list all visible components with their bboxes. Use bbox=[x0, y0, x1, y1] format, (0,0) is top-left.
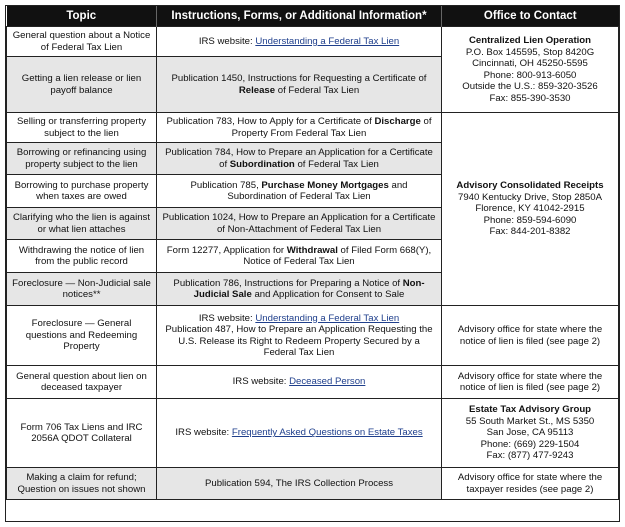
info-text: of Federal Tax Lien bbox=[294, 158, 379, 170]
estate-tax-faq-link[interactable]: Frequently Asked Questions on Estate Taxes bbox=[231, 427, 423, 439]
info-prefix: IRS website: bbox=[198, 312, 256, 324]
info-prefix: IRS website: bbox=[232, 376, 290, 388]
office-phone-line: Phone: 859-594-6090 bbox=[483, 214, 577, 226]
header-office: Office to Contact bbox=[442, 6, 619, 27]
info-bold: Withdrawal bbox=[286, 244, 338, 256]
info-bold: Discharge bbox=[374, 116, 421, 127]
office-phone-line: Phone: (669) 229-1504 bbox=[480, 438, 580, 450]
topic-cell: Making a claim for refund; Question on issues not shown bbox=[7, 468, 157, 500]
topic-cell: Getting a lien release or lien payoff balance bbox=[7, 57, 157, 113]
office-state-resides-cell: Advisory office for state where the taxpayer resides (see page 2) bbox=[442, 468, 619, 500]
lien-contact-table bbox=[6, 6, 619, 500]
understanding-lien-link[interactable]: Understanding a Federal Tax Lien bbox=[255, 35, 400, 47]
office-phone-line: Phone: 800-913-6050 bbox=[483, 69, 577, 81]
info-text: of Filed Form 668(Y), Notice of Federal Tax Lien bbox=[243, 244, 432, 267]
office-fax-line: Fax: 855-390-3530 bbox=[489, 92, 571, 104]
info-text: and Subordination of Federal Tax Lien bbox=[227, 179, 408, 202]
understanding-lien-link[interactable]: Understanding a Federal Tax Lien bbox=[255, 312, 400, 324]
info-cell: Publication 594, The IRS Collection Process bbox=[157, 468, 442, 500]
deceased-person-link[interactable]: Deceased Person bbox=[289, 376, 366, 388]
info-text: Form 12277, Application for bbox=[166, 244, 287, 256]
info-bold: Subordination bbox=[229, 158, 295, 170]
office-state-filed-cell: Advisory office for state where the notice of lien is filed (see page 2) bbox=[442, 306, 619, 366]
info-prefix: IRS website: bbox=[175, 427, 232, 439]
info-text: and Application for Consent to Sale bbox=[251, 289, 405, 300]
table-row bbox=[7, 306, 619, 366]
table-row bbox=[7, 366, 619, 399]
table-row bbox=[7, 399, 619, 468]
office-city-line: San Jose, CA 95113 bbox=[486, 427, 574, 439]
topic-cell: Borrowing or refinancing using property subject to the lien bbox=[7, 143, 157, 175]
info-text: of Federal Tax Lien bbox=[275, 84, 360, 96]
info-text: Publication 786, Instructions for Preparing a Notice of bbox=[173, 277, 403, 289]
info-text: Publication 1450, Instructions for Requesting a Certificate of bbox=[171, 73, 427, 84]
lien-contact-table-container bbox=[5, 5, 620, 522]
office-city-line: Cincinnati, OH 45250-5595 bbox=[472, 58, 588, 69]
office-fax-line: Fax: (877) 477-9243 bbox=[486, 450, 574, 462]
topic-cell: Selling or transferring property subject to the lien bbox=[7, 113, 157, 143]
info-bold: Purchase Money Mortgages bbox=[261, 179, 389, 191]
table-row bbox=[7, 27, 619, 57]
info-cell bbox=[157, 306, 442, 366]
topic-cell: Foreclosure — Non-Judicial sale notices** bbox=[7, 273, 157, 306]
info-text: of Property From Federal Tax Lien bbox=[231, 116, 432, 139]
office-name: Estate Tax Advisory Group bbox=[468, 404, 592, 416]
office-intl-phone-line: Outside the U.S.: 859-320-3526 bbox=[462, 81, 598, 92]
info-cell bbox=[157, 143, 442, 175]
office-name: Advisory Consolidated Receipts bbox=[456, 180, 604, 192]
info-text: Publication 487, How to Prepare an Application Requesting the U.S. Release its Right to Redeem Property Secured by a Federal Tax Lien bbox=[165, 324, 433, 358]
info-cell bbox=[157, 113, 442, 143]
info-cell: Publication 1024, How to Prepare an Application for a Certificate of Non-Attachment of Federal Tax Lien bbox=[157, 208, 442, 240]
table-row bbox=[7, 468, 619, 500]
topic-cell: Withdrawing the notice of lien from the public record bbox=[7, 240, 157, 273]
office-advisory-cell bbox=[442, 113, 619, 306]
office-centralized-cell bbox=[442, 27, 619, 113]
info-cell bbox=[157, 273, 442, 306]
info-cell bbox=[157, 399, 442, 468]
topic-cell: Form 706 Tax Liens and IRC 2056A QDOT Collateral bbox=[7, 399, 157, 468]
info-cell bbox=[157, 366, 442, 399]
header-topic: Topic bbox=[7, 6, 157, 27]
table-header-row bbox=[7, 6, 619, 27]
info-text: Publication 783, How to Apply for a Certificate of bbox=[166, 116, 375, 127]
header-instructions: Instructions, Forms, or Additional Information* bbox=[157, 6, 442, 27]
info-cell bbox=[157, 240, 442, 273]
info-cell bbox=[157, 175, 442, 208]
office-address-line: 7940 Kentucky Drive, Stop 2850A bbox=[458, 191, 602, 203]
info-prefix: IRS website: bbox=[198, 35, 256, 47]
info-bold: Non-Judicial Sale bbox=[193, 277, 425, 300]
topic-cell: Clarifying who the lien is against or what lien attaches bbox=[7, 208, 157, 240]
info-cell bbox=[157, 27, 442, 57]
office-city-line: Florence, KY 41042-2915 bbox=[475, 203, 585, 215]
info-cell bbox=[157, 57, 442, 113]
office-estate-cell bbox=[442, 399, 619, 468]
topic-cell: Borrowing to purchase property when taxes are owed bbox=[7, 175, 157, 208]
office-address-line: P.O. Box 145595, Stop 8420G bbox=[465, 46, 595, 58]
topic-cell: Foreclosure — General questions and Redeeming Property bbox=[7, 306, 157, 366]
office-name: Centralized Lien Operation bbox=[468, 35, 592, 46]
topic-cell: General question about lien on deceased taxpayer bbox=[7, 366, 157, 399]
info-text: Publication 784, How to Prepare an Application for a Certificate of bbox=[165, 147, 433, 170]
table-row bbox=[7, 113, 619, 143]
office-address-line: 55 South Market St., MS 5350 bbox=[465, 415, 595, 427]
info-bold: Release bbox=[238, 84, 276, 96]
info-text: Publication 785, bbox=[190, 179, 262, 191]
office-fax-line: Fax: 844-201-8382 bbox=[489, 226, 571, 238]
office-state-filed-cell: Advisory office for state where the notice of lien is filed (see page 2) bbox=[442, 366, 619, 399]
topic-cell: General question about a Notice of Federal Tax Lien bbox=[7, 27, 157, 57]
